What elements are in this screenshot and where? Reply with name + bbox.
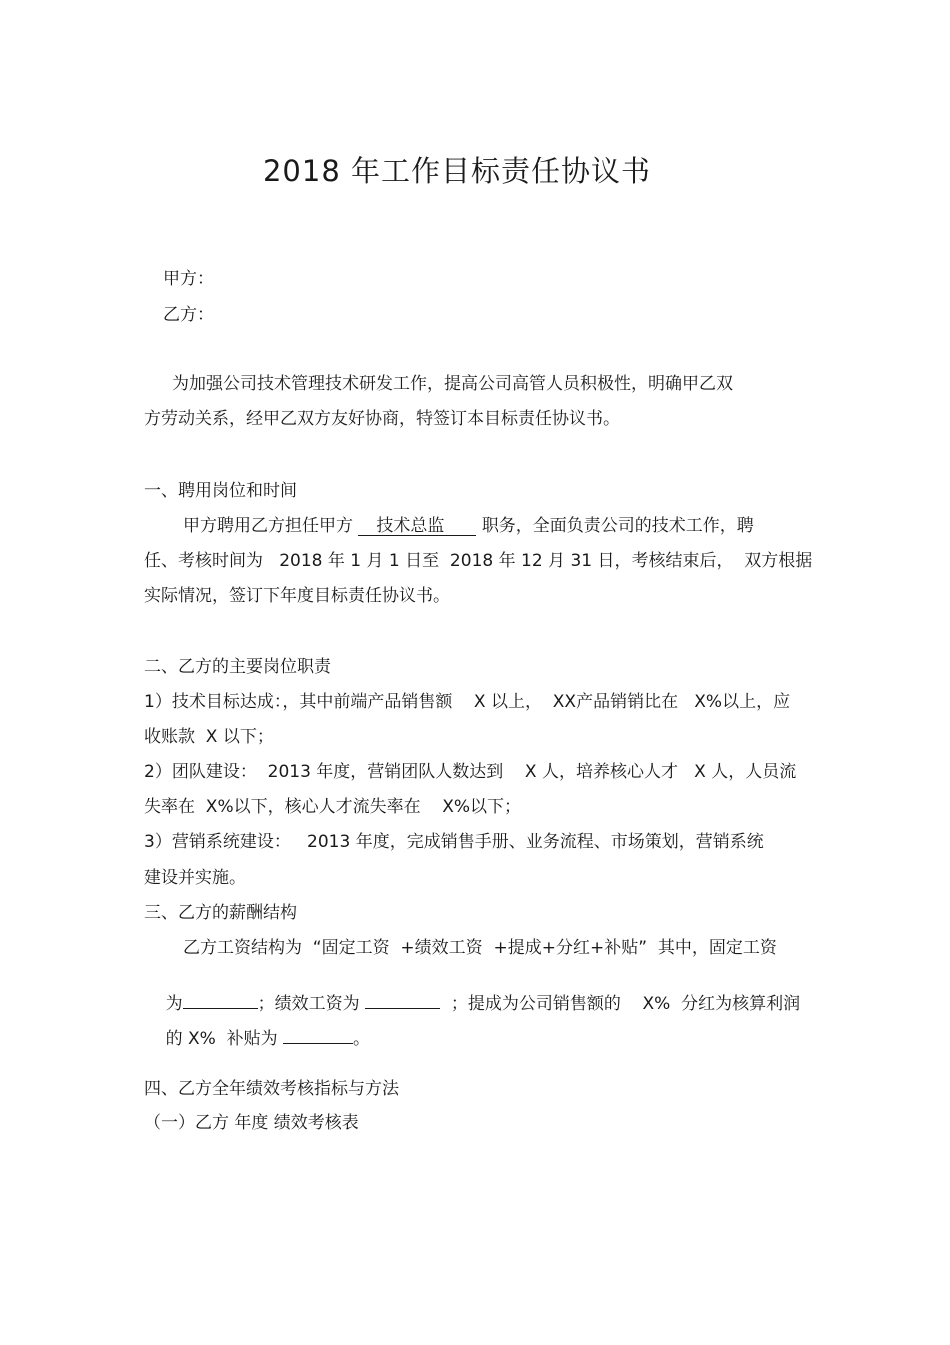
section-1-line-3: 实际情况，签订下年度目标责任协议书。 <box>144 586 450 606</box>
duty-1-line-1: 1）技术目标达成：，其中前端产品销售额 X 以上， XX产品销销比在 X%以上，应 <box>144 692 791 712</box>
section-1-line-1 <box>183 516 754 536</box>
position-field: 技术总监 <box>358 518 476 536</box>
document-title: 2018 年工作目标责任协议书 <box>262 154 652 188</box>
duty-2-line-1: 2）团队建设： 2013 年度，营销团队人数达到 X 人，培养核心人才 X 人，人员流 <box>144 762 797 782</box>
section-1-line-1-pre: 甲方聘用乙方担任甲方 <box>183 516 353 536</box>
salary-line-2-c: ；提成为公司销售额的 X% 分红为核算利润 <box>450 994 801 1014</box>
section-4-heading: 四、乙方全年绩效考核指标与方法 <box>144 1079 399 1099</box>
salary-line-2-b: ；绩效工资为 <box>257 994 360 1014</box>
duty-3-line-1: 3）营销系统建设： 2013 年度，完成销售手册、业务流程、市场策划，营销系统 <box>144 832 764 852</box>
intro-line-2: 方劳动关系，经甲乙双方友好协商，特签订本目标责任协议书。 <box>144 409 620 429</box>
section-1-line-2: 任、考核时间为 2018 年 1 月 1 日至 2018 年 12 月 31 日，考核结束后， 双方根据 <box>144 551 813 571</box>
section-1-line-1-post: 职务，全面负责公司的技术工作，聘 <box>481 516 754 536</box>
intro-line-1: 为加强公司技术管理技术研发工作，提高公司高管人员积极性，明确甲乙双 <box>172 374 733 394</box>
section-1-heading: 一、聘用岗位和时间 <box>144 481 297 501</box>
fixed-salary-blank <box>183 993 258 1009</box>
party-b-label: 乙方： <box>163 305 214 325</box>
salary-line-3-b: 。 <box>353 1029 371 1049</box>
subsidy-blank <box>283 1028 353 1044</box>
performance-salary-blank <box>365 993 440 1009</box>
section-4-subheading: （一）乙方 年度 绩效考核表 <box>144 1113 359 1133</box>
section-3-heading: 三、乙方的薪酬结构 <box>144 903 297 923</box>
salary-line-1: 乙方工资结构为 “固定工资 +绩效工资 +提成+分红+补贴” 其中，固定工资 <box>183 938 777 958</box>
duty-3-line-2: 建设并实施。 <box>144 868 246 888</box>
salary-line-3 <box>144 1008 370 1069</box>
salary-line-3-a: 的 X% 补贴为 <box>165 1029 278 1049</box>
section-2-heading: 二、乙方的主要岗位职责 <box>144 657 331 677</box>
salary-line-2-a: 为 <box>165 994 183 1014</box>
duty-1-line-2: 收账款 X 以下； <box>144 727 274 747</box>
duty-2-line-2: 失率在 X%以下，核心人才流失率在 X%以下； <box>144 797 522 817</box>
party-a-label: 甲方： <box>163 269 214 289</box>
